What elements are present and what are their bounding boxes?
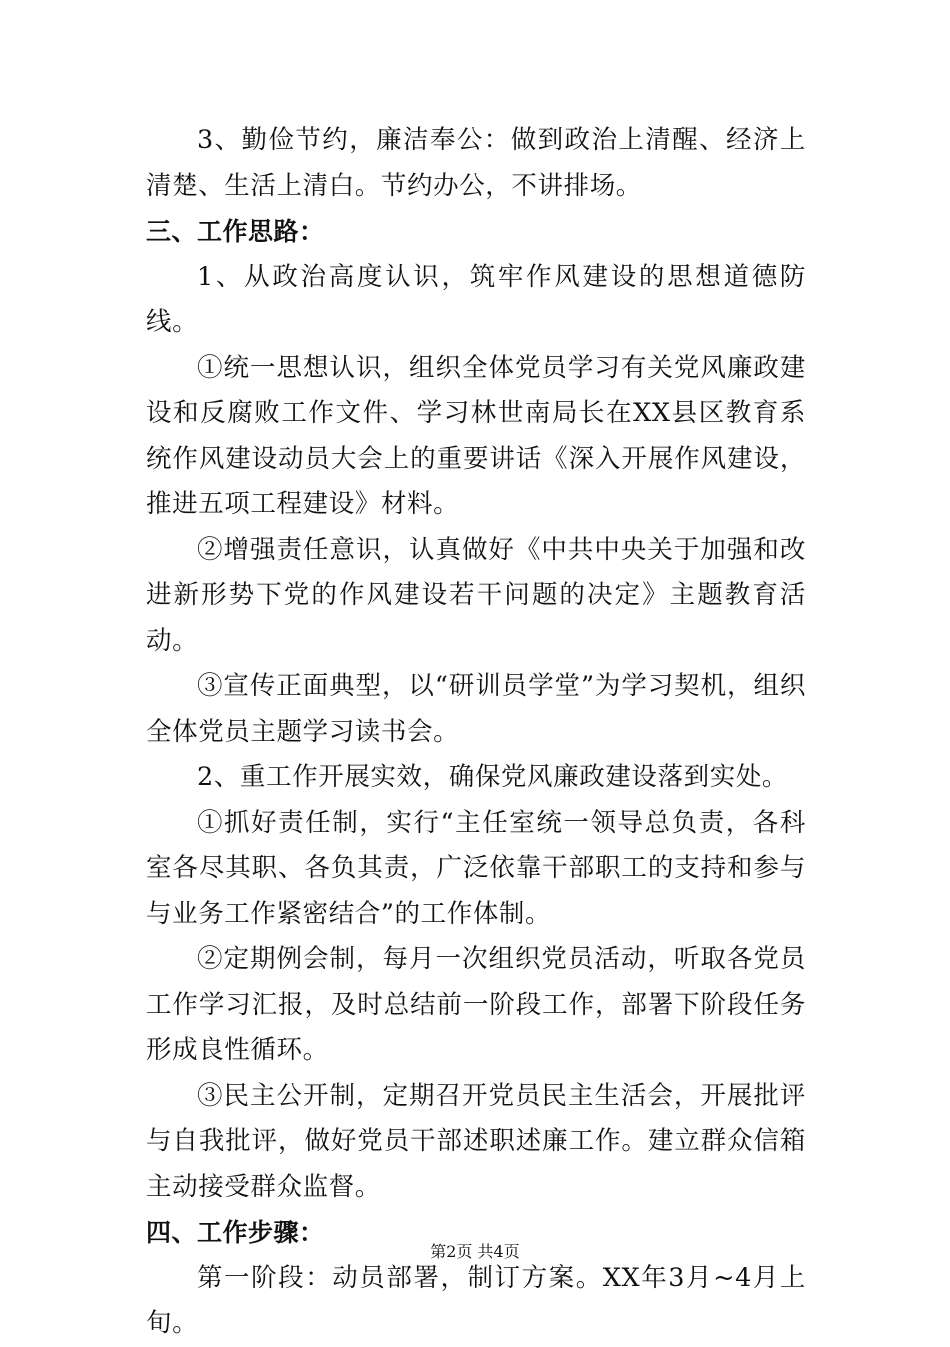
paragraph-2-work-effectiveness: 2、重工作开展实效，确保党风廉政建设落到实处。 xyxy=(197,762,789,792)
paragraph-2-2-regular-meeting: ②定期例会制，每月一次组织党员活动，听取各党员工作学习汇报，及时总结前一阶段工作，部署下阶段任务形成良性循环。 xyxy=(146,944,806,1065)
section-heading-work-steps: 四、工作步骤： xyxy=(146,1218,325,1247)
paragraph-2-1-responsibility-system: ①抓好责任制，实行“主任室统一领导总负责，各科室各尽其职、各负其责，广泛依靠干部职工的支持和参与与业务工作紧密结合”的工作体制。 xyxy=(146,807,806,929)
paragraph-2-3-democratic-openness: ③民主公开制，定期召开党员民主生活会，开展批评与自我批评，做好党员干部述职述廉工作。建立群众信箱主动接受群众监督。 xyxy=(146,1080,806,1202)
paragraph-1-3-publicity: ③宣传正面典型，以“研训员学堂”为学习契机，组织全体党员主题学习读书会。 xyxy=(146,671,806,747)
document-body xyxy=(146,118,806,1347)
section-heading-work-approach: 三、工作思路： xyxy=(146,217,325,246)
paragraph-3-thrift: 3、勤俭节约，廉洁奉公：做到政治上清醒、经济上清楚、生活上清白。节约办公，不讲排场。 xyxy=(146,125,806,201)
paragraph-phase-one: 第一阶段：动员部署，制订方案。XX年3月~4月上旬。 xyxy=(146,1262,806,1338)
page-footer: 第2页 共4页 xyxy=(430,1242,520,1261)
paragraph-1-2-responsibility: ②增强责任意识，认真做好《中共中央关于加强和改进新形势下党的作风建设若干问题的决定》主题教育活动。 xyxy=(146,534,806,656)
paragraph-1-political-height: 1、从政治高度认识，筑牢作风建设的思想道德防线。 xyxy=(146,261,806,337)
paragraph-1-1-unify-thinking: ①统一思想认识，组织全体党员学习有关党风廉政建设和反腐败工作文件、学习林世南局长在XX县区教育系统作风建设动员大会上的重要讲话《深入开展作风建设，推进五项工程建设》材料。 xyxy=(146,352,806,519)
